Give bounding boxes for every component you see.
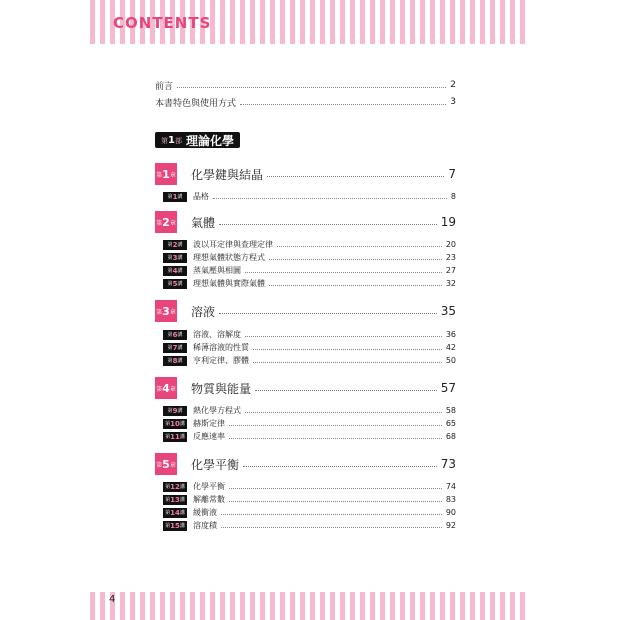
chapter-5[interactable] bbox=[155, 453, 456, 475]
lesson-page: 90 bbox=[445, 508, 456, 517]
lesson-badge: 第 3 講 bbox=[163, 253, 187, 263]
leader-dots bbox=[253, 349, 442, 350]
lesson-badge: 第 14 講 bbox=[163, 508, 187, 518]
lesson-badge: 第 6 講 bbox=[163, 330, 187, 340]
lesson-page: 8 bbox=[450, 192, 456, 201]
entry-page: 3 bbox=[450, 97, 456, 107]
lesson-title: 稀薄溶液的性質 bbox=[193, 343, 249, 352]
lesson-1[interactable] bbox=[163, 191, 456, 202]
lesson-13[interactable] bbox=[163, 494, 456, 505]
chapter-page: 73 bbox=[440, 457, 456, 471]
lesson-title: 理想氣體狀態方程式 bbox=[193, 253, 265, 262]
lesson-page: 20 bbox=[445, 240, 456, 249]
entry-title: 前言 bbox=[155, 81, 174, 92]
leader-dots bbox=[253, 362, 442, 363]
lesson-badge: 第 13 講 bbox=[163, 495, 187, 505]
leader-dots bbox=[177, 87, 446, 88]
lesson-title: 波以耳定律與查理定律 bbox=[193, 240, 273, 249]
lesson-page: 74 bbox=[445, 482, 456, 491]
chapter-page: 35 bbox=[440, 304, 456, 318]
lesson-page: 36 bbox=[445, 330, 456, 339]
lesson-page: 50 bbox=[445, 356, 456, 365]
lesson-title: 溶液、溶解度 bbox=[193, 330, 241, 339]
leader-dots bbox=[219, 313, 437, 314]
chapter-title: 氣體 bbox=[191, 215, 216, 230]
leader-dots bbox=[219, 224, 437, 225]
leader-dots bbox=[213, 198, 447, 199]
chapter-page: 57 bbox=[440, 381, 456, 395]
lesson-title: 赫斯定律 bbox=[193, 419, 225, 428]
leader-dots bbox=[245, 272, 442, 273]
leader-dots bbox=[229, 425, 442, 426]
chapter-title: 物質與能量 bbox=[191, 381, 252, 396]
lesson-page: 27 bbox=[445, 266, 456, 275]
chapter-badge: 第 1 章 bbox=[155, 163, 177, 185]
lesson-title: 化學平衡 bbox=[193, 482, 225, 491]
chapter-badge: 第 4 章 bbox=[155, 377, 177, 399]
lesson-2[interactable] bbox=[163, 239, 456, 250]
lesson-7[interactable] bbox=[163, 342, 456, 353]
chapter-4[interactable] bbox=[155, 377, 456, 399]
lesson-12[interactable] bbox=[163, 481, 456, 492]
lesson-11[interactable] bbox=[163, 431, 456, 442]
lesson-title: 緩衝液 bbox=[193, 508, 217, 517]
chapter-badge: 第 2 章 bbox=[155, 211, 177, 233]
lesson-badge: 第 2 講 bbox=[163, 240, 187, 250]
part-number-label: 第1部 bbox=[161, 134, 182, 146]
lesson-badge: 第 8 講 bbox=[163, 356, 187, 366]
leader-dots bbox=[221, 527, 442, 528]
leader-dots bbox=[229, 488, 442, 489]
chapter-3[interactable] bbox=[155, 300, 456, 322]
leader-dots bbox=[267, 176, 444, 177]
lesson-title: 溶度積 bbox=[193, 521, 217, 530]
lesson-badge: 第 11 講 bbox=[163, 432, 187, 442]
lesson-14[interactable] bbox=[163, 507, 456, 518]
chapter-page: 19 bbox=[440, 215, 456, 229]
lesson-badge: 第 12 講 bbox=[163, 482, 187, 492]
entry-page: 2 bbox=[450, 80, 456, 90]
lesson-9[interactable] bbox=[163, 405, 456, 416]
lesson-6[interactable] bbox=[163, 329, 456, 340]
lesson-5[interactable] bbox=[163, 278, 456, 289]
page-title: CONTENTS bbox=[113, 14, 212, 32]
lesson-page: 83 bbox=[445, 495, 456, 504]
lesson-title: 熱化學方程式 bbox=[193, 406, 241, 415]
lesson-title: 蒸氣壓與相圖 bbox=[193, 266, 241, 275]
lesson-title: 解離常數 bbox=[193, 495, 225, 504]
lesson-title: 理想氣體與實際氣體 bbox=[193, 279, 265, 288]
lesson-badge: 第 4 講 bbox=[163, 266, 187, 276]
lesson-page: 58 bbox=[445, 406, 456, 415]
chapter-badge: 第 3 章 bbox=[155, 300, 177, 322]
chapter-title: 溶液 bbox=[191, 304, 216, 319]
part-heading[interactable] bbox=[155, 132, 240, 148]
lesson-badge: 第 10 講 bbox=[163, 419, 187, 429]
lesson-badge: 第 1 講 bbox=[163, 192, 187, 202]
leader-dots bbox=[255, 390, 437, 391]
leader-dots bbox=[269, 285, 442, 286]
leader-dots bbox=[229, 438, 442, 439]
lesson-badge: 第 9 講 bbox=[163, 406, 187, 416]
lesson-page: 68 bbox=[445, 432, 456, 441]
toc-entry-preface[interactable] bbox=[155, 78, 456, 92]
toc-entry-features[interactable] bbox=[155, 95, 456, 109]
chapter-1[interactable] bbox=[155, 163, 456, 185]
entry-title: 本書特色與使用方式 bbox=[155, 98, 237, 109]
lesson-page: 92 bbox=[445, 521, 456, 530]
lesson-15[interactable] bbox=[163, 520, 456, 531]
lesson-title: 反應速率 bbox=[193, 432, 225, 441]
lesson-page: 42 bbox=[445, 343, 456, 352]
page-number: 4 bbox=[109, 594, 116, 605]
lesson-page: 65 bbox=[445, 419, 456, 428]
leader-dots bbox=[245, 336, 442, 337]
lesson-4[interactable] bbox=[163, 265, 456, 276]
chapter-title: 化學平衡 bbox=[191, 457, 240, 472]
lesson-badge: 第 7 講 bbox=[163, 343, 187, 353]
leader-dots bbox=[229, 501, 442, 502]
leader-dots bbox=[243, 466, 437, 467]
bottom-stripe-band bbox=[90, 592, 530, 620]
chapter-2[interactable] bbox=[155, 211, 456, 233]
leader-dots bbox=[277, 246, 442, 247]
lesson-3[interactable] bbox=[163, 252, 456, 263]
lesson-10[interactable] bbox=[163, 418, 456, 429]
leader-dots bbox=[240, 104, 446, 105]
chapter-title: 化學鍵與結晶 bbox=[191, 167, 264, 182]
lesson-title: 亨利定律、膠體 bbox=[193, 356, 249, 365]
lesson-8[interactable] bbox=[163, 355, 456, 366]
leader-dots bbox=[245, 412, 442, 413]
part-title: 理論化學 bbox=[185, 133, 234, 148]
lesson-page: 32 bbox=[445, 279, 456, 288]
chapter-page: 7 bbox=[448, 167, 456, 181]
chapter-badge: 第 5 章 bbox=[155, 453, 177, 475]
lesson-badge: 第 5 講 bbox=[163, 279, 187, 289]
leader-dots bbox=[269, 259, 442, 260]
lesson-badge: 第 15 講 bbox=[163, 521, 187, 531]
leader-dots bbox=[221, 514, 442, 515]
lesson-title: 晶格 bbox=[193, 192, 209, 201]
lesson-page: 23 bbox=[445, 253, 456, 262]
